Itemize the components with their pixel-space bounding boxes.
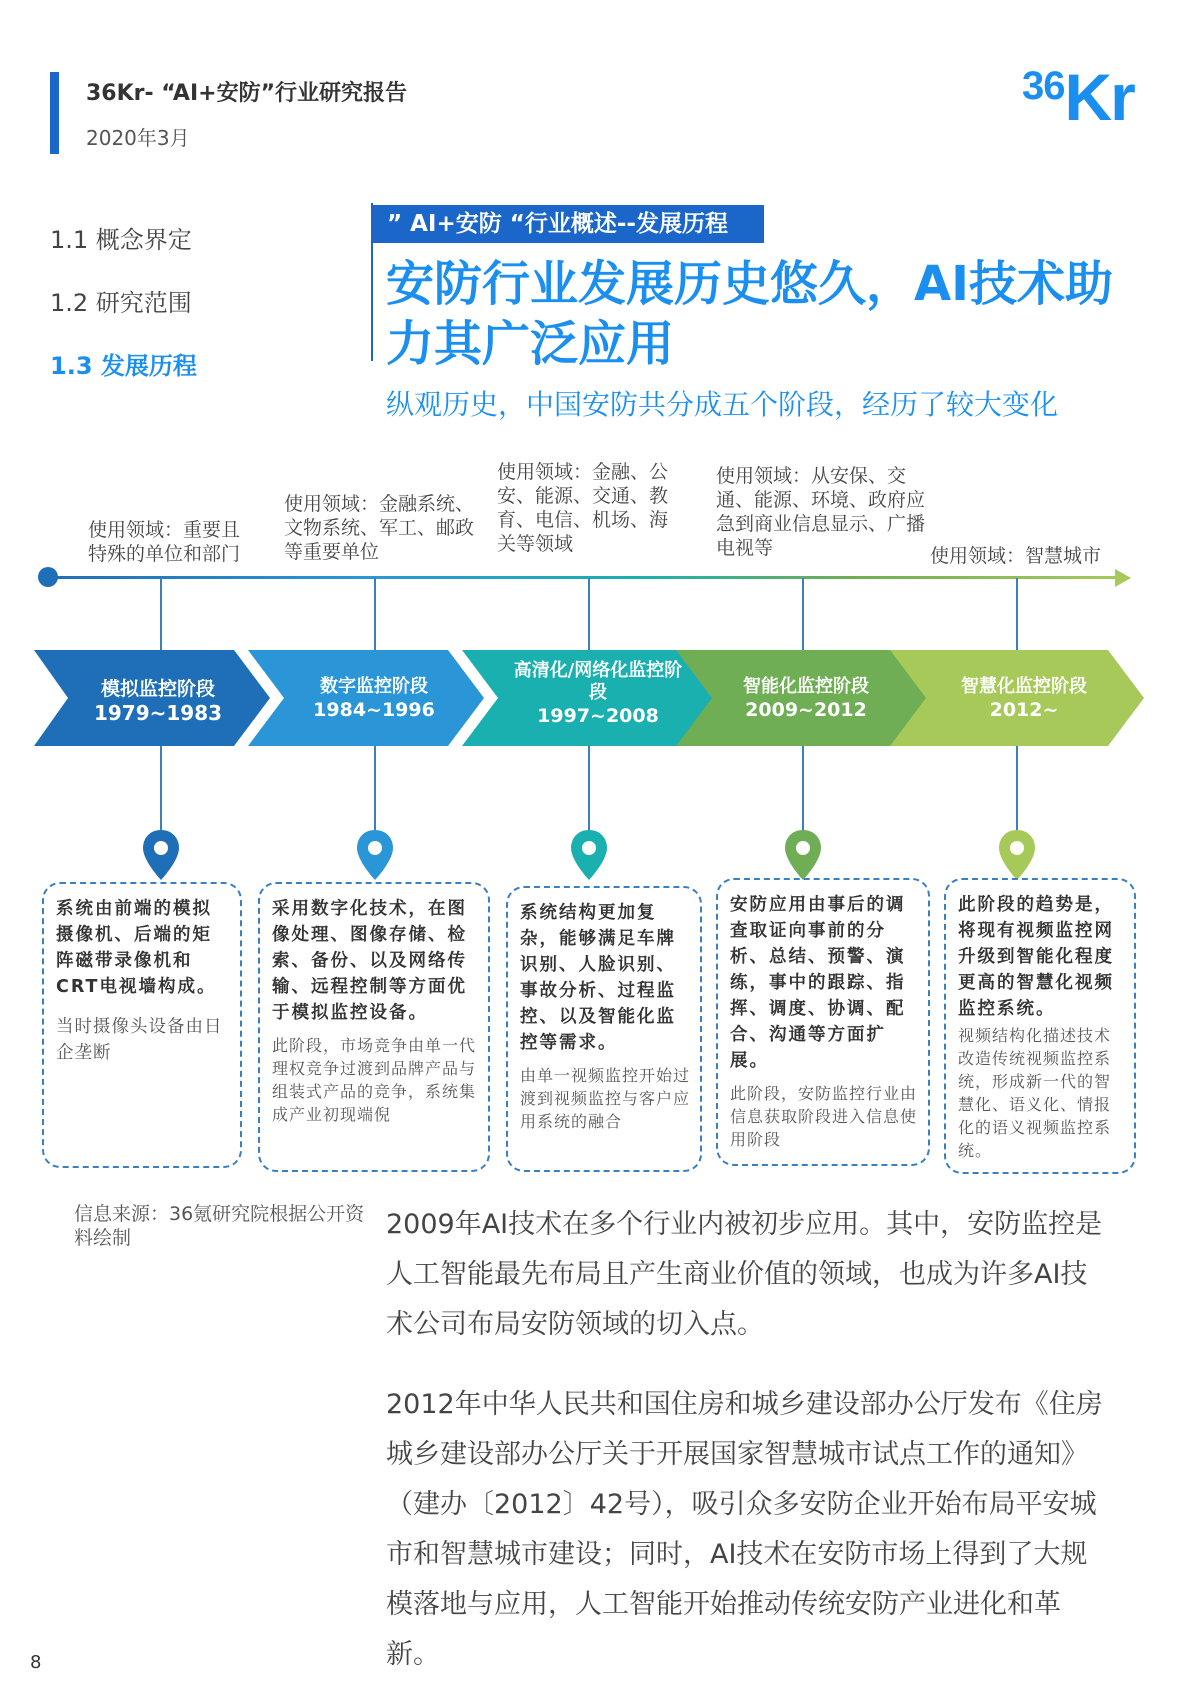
report-date: 2020年3月 (86, 126, 190, 150)
stage-2-note: 此阶段，市场竞争由单一代理权竞争过渡到品牌产品与组装式产品的竞争，系统集成产业初现端倪 (272, 1036, 477, 1124)
stage-3-card (506, 886, 702, 1172)
stage-5-domain: 使用领域：智慧城市 (930, 545, 1102, 567)
section-tag: ” AI+安防 “行业概述--发展历程 (371, 205, 764, 243)
page-number: 8 (30, 1652, 42, 1673)
report-title: 36Kr- “AI+安防”行业研究报告 (86, 81, 408, 106)
stage-4-years: 2009~2012 (745, 699, 867, 721)
timeline-arrow-icon (1115, 569, 1131, 587)
header-accent-bar (50, 72, 59, 154)
stage-5-years: 2012~ (989, 699, 1059, 721)
stage-3-description: 系统结构更加复杂，能够满足车牌识别、人脸识别、事故分析、过程监控、以及智能化监控等需求。 (520, 903, 676, 1053)
stage-2-name: 数字监控阶段 (320, 676, 428, 697)
stage-3-years: 1997~2008 (537, 705, 659, 727)
stage-chevron-bar (34, 650, 1144, 746)
connector-line (802, 744, 804, 830)
logo-letters: Kr (1064, 60, 1134, 134)
source-note: 信息来源：36氪研究院根据公开资料绘制 (74, 1203, 365, 1249)
page-subheadline: 纵观历史，中国安防共分成五个阶段，经历了较大变化 (386, 388, 1059, 421)
connector-line (802, 578, 804, 650)
stage-2-domain: 使用领域：金融系统、文物系统、军工、邮政等重要单位 (284, 493, 475, 563)
connector-line (160, 744, 162, 830)
stage-4-domain: 使用领域：从安保、交通、能源、环境、政府应急到商业信息显示、广播电视等 (716, 465, 926, 559)
stage-4-description: 安防应用由事后的调查取证向事前的分析、总结、预警、演练，事中的跟踪、指挥、调度、协调、配合、沟通等方面扩展。 (730, 895, 906, 1071)
location-pin-icon (355, 828, 395, 882)
brand-logo (1022, 60, 1134, 134)
page-headline: 安防行业发展历史悠久，AI技术助力其广泛应用 (386, 256, 1114, 372)
stage-3-name-line2: 段 (589, 682, 607, 703)
stage-1-note: 当时摄像头设备由日企垄断 (56, 1017, 223, 1063)
timeline-line (50, 576, 1115, 579)
body-paragraph-2: 2012年中华人民共和国住房和城乡建设部办公厅发布《住房城乡建设部办公厅关于开展国家智慧城市试点工作的通知》（建办〔2012〕42号），吸引众多安防企业开始布局平安城市和智慧城市建设；同时，AI技术在安防市场上得到了大规模落地与应用，人工智能开始推动传统安防产业进化和革新。 (386, 1389, 1103, 1670)
stage-2-years: 1984~1996 (313, 699, 435, 721)
connector-line (588, 578, 590, 650)
connector-line (374, 744, 376, 830)
stage-2-chevron (248, 650, 484, 746)
logo-number: 36 (1022, 64, 1065, 108)
stage-5-name: 智慧化监控阶段 (961, 676, 1087, 697)
timeline-start-dot (38, 567, 58, 587)
nav-item-history[interactable]: 1.3 发展历程 (50, 352, 197, 380)
nav-item-concept[interactable]: 1.1 概念界定 (50, 226, 192, 254)
stage-4-card (716, 878, 930, 1166)
stage-3-domain: 使用领域：金融、公安、能源、交通、教育、电信、机场、海关等领域 (497, 461, 669, 555)
stage-5-note: 视频结构化描述技术改造传统视频监控系统，形成新一代的智慧化、语义化、情报化的语义视频监控系统。 (958, 1026, 1112, 1160)
connector-line (374, 578, 376, 650)
stage-1-years: 1979~1983 (93, 701, 223, 725)
stage-5-description: 此阶段的趋势是，将现有视频监控网升级到智能化程度更高的智慧化视频监控系统。 (958, 895, 1114, 1019)
stage-3-name-line1: 高清化/网络化监控阶 (513, 660, 683, 681)
stage-4-chevron (676, 650, 936, 746)
location-pin-icon (997, 828, 1037, 882)
stage-3-note: 由单一视频监控开始过渡到视频监控与客户应用系统的融合 (520, 1066, 691, 1131)
stage-2-description: 采用数字化技术，在图像处理、图像存储、检索、备份、以及网络传输、远程控制等方面优于模拟监控设备。 (272, 899, 467, 1023)
location-pin-icon (569, 828, 609, 882)
connector-line (1016, 744, 1018, 830)
stage-4-note: 此阶段，安防监控行业由信息获取阶段进入信息使用阶段 (730, 1084, 918, 1149)
stage-4-name: 智能化监控阶段 (743, 676, 869, 697)
connector-line (160, 578, 162, 650)
connector-line (588, 744, 590, 830)
stage-5-chevron (890, 650, 1144, 746)
nav-item-scope[interactable]: 1.2 研究范围 (50, 289, 192, 317)
location-pin-icon (141, 828, 181, 882)
location-pin-icon (783, 828, 823, 882)
stage-5-card (944, 878, 1136, 1174)
stage-1-domain: 使用领域：重要且特殊的单位和部门 (88, 519, 241, 565)
stage-2-card (258, 882, 490, 1172)
stage-1-description: 系统由前端的模拟摄像机、后端的矩阵磁带录像机和CRT电视墙构成。 (56, 899, 217, 997)
connector-line (1016, 578, 1018, 650)
body-paragraph-1: 2009年AI技术在多个行业内被初步应用。其中，安防监控是人工智能最先布局且产生商业价值的领域，也成为许多AI技术公司布局安防领域的切入点。 (386, 1209, 1103, 1340)
stage-1-name: 模拟监控阶段 (100, 678, 216, 700)
stage-1-card (42, 882, 242, 1168)
